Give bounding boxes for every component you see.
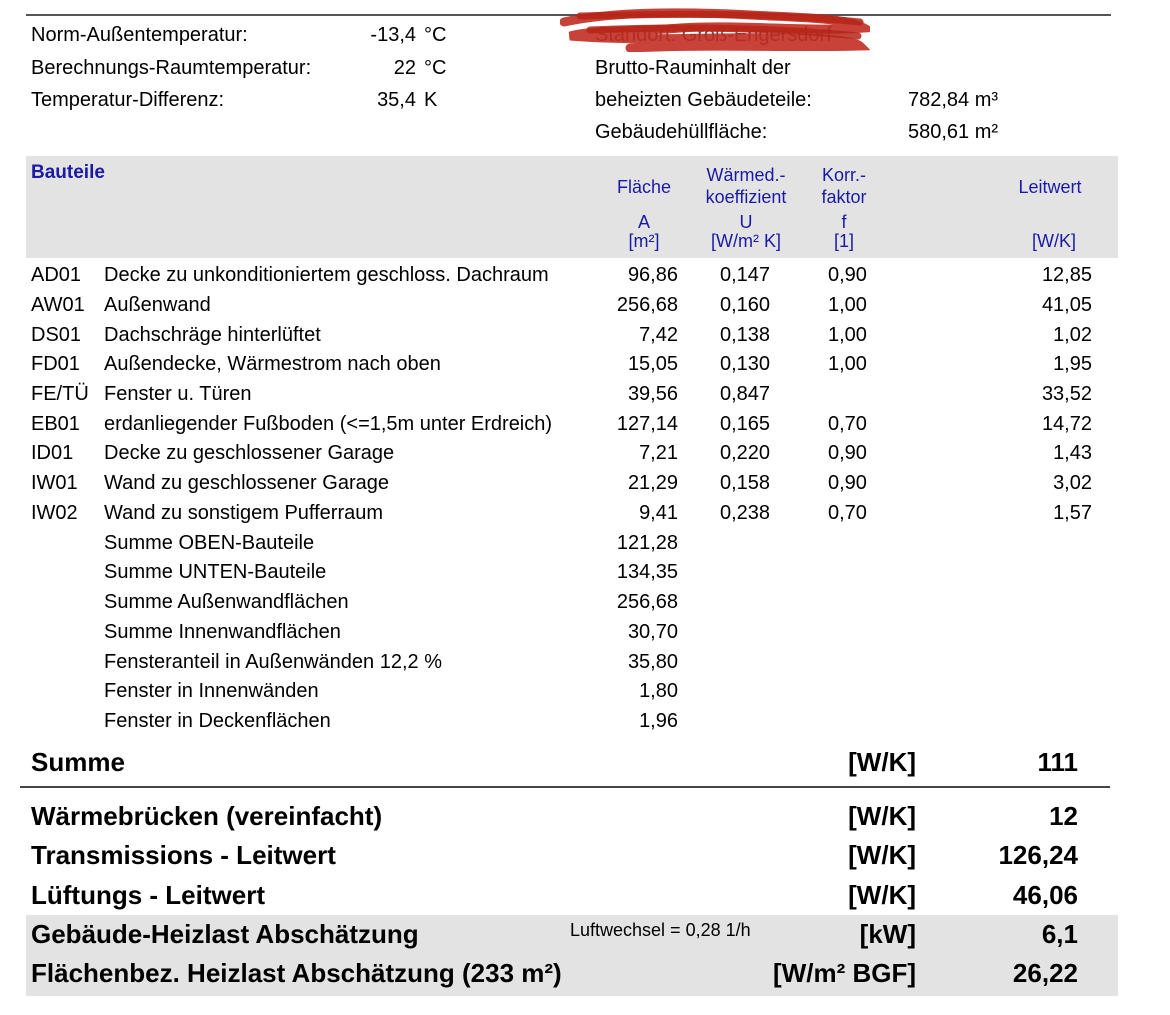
row-description: Wand zu sonstigem Pufferraum (104, 502, 384, 524)
row-u-value: 0,158 (720, 472, 771, 494)
sum-value: 30,70 (627, 621, 678, 643)
sum-value: 35,80 (627, 651, 678, 673)
row-area: 9,41 (639, 502, 678, 524)
huelle-label: Gebäudehüllfläche: (595, 121, 768, 143)
waermebruecken-unit: [W/K] (848, 801, 916, 831)
row-factor: 0,90 (828, 264, 867, 286)
row-u-value: 0,847 (720, 383, 771, 405)
row-factor: 0,70 (828, 413, 867, 435)
row-u-value: 0,138 (720, 324, 771, 346)
raum-temp-value: 22 (393, 57, 416, 79)
korr-heading-2: faktor (821, 187, 867, 207)
row-code: FD01 (31, 353, 80, 375)
row-factor: 1,00 (828, 294, 867, 316)
row-u-value: 0,238 (720, 502, 771, 524)
standort-label: Standort: Groß-Engersdorf (595, 24, 832, 46)
huelle-value: 580,61 m² (908, 121, 999, 143)
sum-label: Summe UNTEN-Bauteile (104, 561, 327, 583)
flaeche-heading: Fläche (616, 177, 672, 197)
bauteile-heading: Bauteile (31, 162, 105, 183)
row-leitwert: 14,72 (1041, 413, 1092, 435)
temp-diff-label: Temperatur-Differenz: (31, 89, 225, 111)
waerme-heading-2: koeffizient (705, 187, 787, 207)
summe-label: Summe (31, 747, 125, 777)
row-area: 21,29 (627, 472, 678, 494)
row-factor: 1,00 (828, 353, 867, 375)
temp-diff-value: 35,4 (377, 89, 416, 111)
summe-unit: [W/K] (848, 747, 916, 777)
row-area: 15,05 (627, 353, 678, 375)
row-leitwert: 1,95 (1053, 353, 1092, 375)
lueftung-value: 46,06 (1012, 880, 1078, 910)
waerme-unit: [W/m² K] (711, 231, 781, 251)
row-description: Decke zu geschlossener Garage (104, 442, 395, 464)
row-area: 7,21 (639, 442, 678, 464)
row-u-value: 0,147 (720, 264, 771, 286)
sum-value: 1,96 (639, 710, 678, 732)
lueftung-unit: [W/K] (848, 880, 916, 910)
row-code: AW01 (31, 294, 85, 316)
sum-label: Fenster in Deckenflächen (104, 710, 331, 732)
row-u-value: 0,130 (720, 353, 771, 375)
heizlast-label: Gebäude-Heizlast Abschätzung (31, 919, 419, 949)
sum-label: Fensteranteil in Außenwänden 12,2 % (104, 651, 442, 673)
row-factor: 1,00 (828, 324, 867, 346)
row-leitwert: 41,05 (1041, 294, 1092, 316)
flaechen-heizlast-label: Flächenbez. Heizlast Abschätzung (233 m²) (31, 958, 562, 988)
row-area: 127,14 (616, 413, 678, 435)
volume-value: 782,84 m³ (908, 89, 999, 111)
row-code: ID01 (31, 442, 74, 464)
waerme-heading-1: Wärmed.- (706, 165, 786, 185)
leitwert-unit: [W/K] (1032, 231, 1076, 251)
temp-diff-unit: K (424, 89, 438, 111)
korr-symbol: f (841, 212, 847, 232)
heizlast-unit: [kW] (859, 919, 916, 949)
leitwert-heading: Leitwert (1018, 177, 1082, 197)
norm-temp-label: Norm-Außentemperatur: (31, 24, 248, 46)
flaeche-unit: [m²] (628, 231, 660, 251)
flaechen-heizlast-value: 26,22 (1012, 958, 1078, 988)
flaechen-heizlast-unit: [W/m² BGF] (773, 958, 916, 988)
raum-temp-unit: °C (424, 57, 447, 79)
flaeche-symbol: A (637, 212, 650, 232)
row-area: 96,86 (627, 264, 678, 286)
row-u-value: 0,165 (720, 413, 771, 435)
row-code: IW02 (31, 502, 78, 524)
redaction-scribble (560, 8, 870, 52)
sum-label: Summe Außenwandflächen (104, 591, 349, 613)
row-area: 39,56 (627, 383, 678, 405)
row-u-value: 0,160 (720, 294, 771, 316)
heizlast-value: 6,1 (1041, 919, 1078, 949)
sum-value: 134,35 (616, 561, 678, 583)
row-description: Außendecke, Wärmestrom nach oben (104, 353, 441, 375)
lueftung-label: Lüftungs - Leitwert (31, 880, 265, 910)
sum-value: 1,80 (639, 680, 678, 702)
row-description: erdanliegender Fußboden (<=1,5m unter Erdreich) (104, 413, 553, 435)
row-leitwert: 1,02 (1053, 324, 1092, 346)
volume-label-1: Brutto-Rauminhalt der (595, 57, 791, 79)
row-code: DS01 (31, 324, 82, 346)
luftwechsel-note: Luftwechsel = 0,28 1/h (570, 920, 751, 940)
row-description: Fenster u. Türen (104, 383, 252, 405)
waermebruecken-value: 12 (1049, 801, 1078, 831)
row-factor: 0,70 (828, 502, 867, 524)
raum-temp-label: Berechnungs-Raumtemperatur: (31, 57, 312, 79)
row-leitwert: 1,43 (1053, 442, 1092, 464)
norm-temp-value: -13,4 (370, 24, 416, 46)
row-code: AD01 (31, 264, 82, 286)
sum-value: 121,28 (616, 532, 678, 554)
row-factor: 0,90 (828, 442, 867, 464)
volume-label-2: beheizten Gebäudeteile: (595, 89, 812, 111)
norm-temp-unit: °C (424, 24, 447, 46)
table-header (26, 156, 1118, 258)
row-code: FE/TÜ (31, 383, 89, 405)
row-description: Außenwand (104, 294, 211, 316)
row-description: Wand zu geschlossener Garage (104, 472, 389, 494)
sum-label: Summe OBEN-Bauteile (104, 532, 315, 554)
row-code: EB01 (31, 413, 80, 435)
summe-value: 111 (1037, 747, 1078, 777)
waermebruecken-label: Wärmebrücken (vereinfacht) (31, 801, 383, 831)
korr-unit: [1] (833, 231, 854, 251)
row-leitwert: 33,52 (1041, 383, 1092, 405)
row-area: 256,68 (616, 294, 678, 316)
row-description: Decke zu unkonditioniertem geschloss. Dachraum (104, 264, 549, 286)
sum-label: Fenster in Innenwänden (104, 680, 319, 702)
row-u-value: 0,220 (720, 442, 771, 464)
sum-label: Summe Innenwandflächen (104, 621, 341, 643)
row-leitwert: 12,85 (1041, 264, 1092, 286)
row-area: 7,42 (639, 324, 678, 346)
korr-heading-1: Korr.- (821, 165, 866, 185)
transmission-label: Transmissions - Leitwert (31, 840, 336, 870)
transmission-unit: [W/K] (848, 840, 916, 870)
row-code: IW01 (31, 472, 78, 494)
sum-divider (20, 786, 1110, 788)
transmission-value: 126,24 (998, 840, 1078, 870)
waerme-symbol: U (739, 212, 753, 232)
row-factor: 0,90 (828, 472, 867, 494)
row-leitwert: 1,57 (1053, 502, 1092, 524)
row-leitwert: 3,02 (1053, 472, 1092, 494)
row-description: Dachschräge hinterlüftet (104, 324, 321, 346)
sum-value: 256,68 (616, 591, 678, 613)
